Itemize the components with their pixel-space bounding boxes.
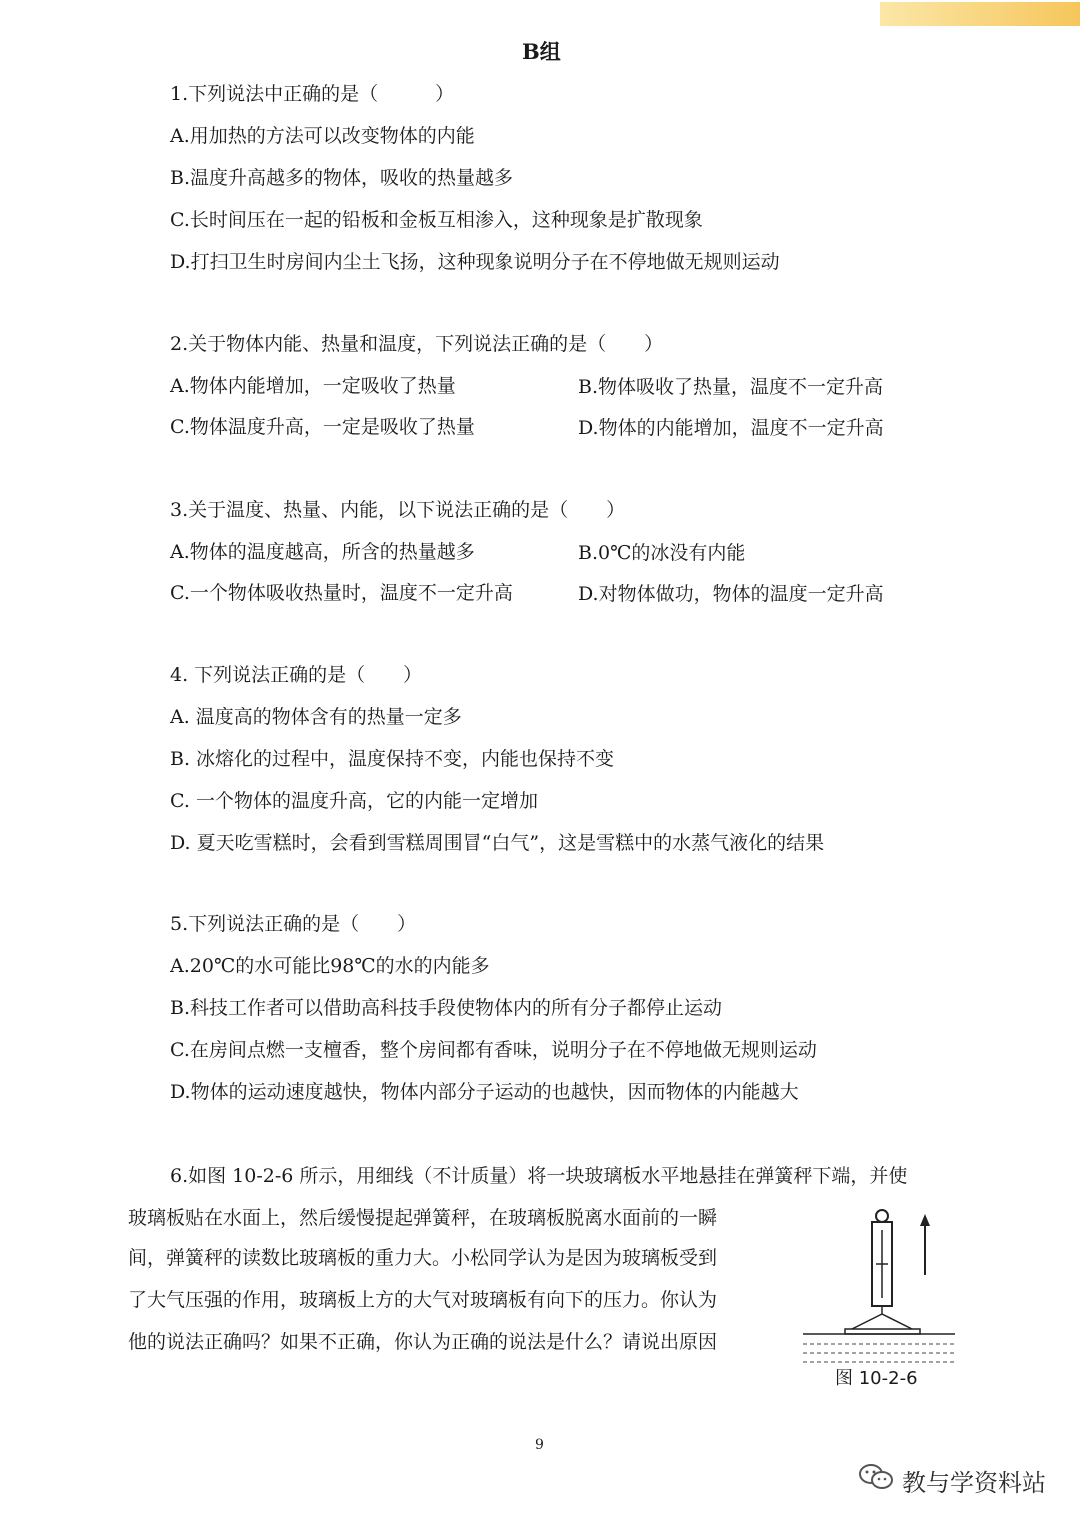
spring-scale-diagram: [795, 1200, 960, 1375]
q6-line-4: 了大气压强的作用，玻璃板上方的大气对玻璃板有向下的压力。你认为: [128, 1289, 718, 1311]
q4-option-a: A. 温度高的物体含有的热量一定多: [170, 706, 462, 728]
q6-line-2: 玻璃板贴在水面上，然后缓慢提起弹簧秤，在玻璃板脱离水面前的一瞬: [128, 1207, 718, 1229]
q3-option-d: D.对物体做功，物体的温度一定升高: [578, 583, 884, 605]
q4-stem: 4. 下列说法正确的是（ ）: [170, 664, 423, 686]
watermark: [858, 1462, 1046, 1498]
q1-option-c: C.长时间压在一起的铅板和金板互相渗入，这种现象是扩散现象: [170, 209, 703, 231]
q2-stem: 2.关于物体内能、热量和温度，下列说法正确的是（ ）: [170, 333, 664, 355]
q2-option-c: C.物体温度升高，一定是吸收了热量: [170, 416, 475, 438]
page-number: 9: [535, 1437, 544, 1453]
q3-option-b: B.0℃的冰没有内能: [578, 542, 746, 564]
q3-option-a: A.物体的温度越高，所含的热量越多: [170, 541, 475, 563]
figure-spring-scale: [795, 1200, 960, 1389]
q5-option-b: B.科技工作者可以借助高科技手段使物体内的所有分子都停止运动: [170, 997, 723, 1019]
q4-option-c: C. 一个物体的温度升高，它的内能一定增加: [170, 790, 538, 812]
q3-option-c: C.一个物体吸收热量时，温度不一定升高: [170, 582, 513, 604]
q2-option-a: A.物体内能增加，一定吸收了热量: [170, 375, 456, 397]
q5-stem: 5.下列说法正确的是（ ）: [170, 913, 417, 935]
q6-line-1: 6.如图 10-2-6 所示，用细线（不计质量）将一块玻璃板水平地悬挂在弹簧秤下端，并使: [170, 1165, 908, 1187]
q1-stem: 1.下列说法中正确的是（ ）: [170, 83, 455, 105]
q6-line-5: 他的说法正确吗？如果不正确，你认为正确的说法是什么？请说出原因: [128, 1331, 718, 1353]
q2-option-d: D.物体的内能增加，温度不一定升高: [578, 417, 884, 439]
section-heading: B组: [522, 39, 561, 64]
q6-line-3: 间，弹簧秤的读数比玻璃板的重力大。小松同学认为是因为玻璃板受到: [128, 1247, 718, 1269]
q4-option-b: B. 冰熔化的过程中，温度保持不变，内能也保持不变: [170, 748, 615, 770]
q5-option-a: A.20℃的水可能比98℃的水的内能多: [170, 955, 490, 977]
q5-option-d: D.物体的运动速度越快，物体内部分子运动的也越快，因而物体的内能越大: [170, 1081, 799, 1103]
watermark-text: 教与学资料站: [902, 1468, 1046, 1497]
q1-option-a: A.用加热的方法可以改变物体的内能: [170, 125, 475, 147]
q5-option-c: C.在房间点燃一支檀香，整个房间都有香味，说明分子在不停地做无规则运动: [170, 1039, 817, 1061]
q2-option-b: B.物体吸收了热量，温度不一定升高: [578, 376, 884, 398]
q3-stem: 3.关于温度、热量、内能，以下说法正确的是（ ）: [170, 499, 626, 521]
figure-caption: 图 10-2-6: [835, 1368, 918, 1389]
q1-option-d: D.打扫卫生时房间内尘土飞扬，这种现象说明分子在不停地做无规则运动: [170, 251, 780, 273]
wechat-icon: [858, 1462, 894, 1498]
corner-accent-bar: [880, 2, 1080, 26]
q4-option-d: D. 夏天吃雪糕时，会看到雪糕周围冒“白气”，这是雪糕中的水蒸气液化的结果: [170, 832, 825, 854]
q1-option-b: B.温度升高越多的物体，吸收的热量越多: [170, 167, 514, 189]
